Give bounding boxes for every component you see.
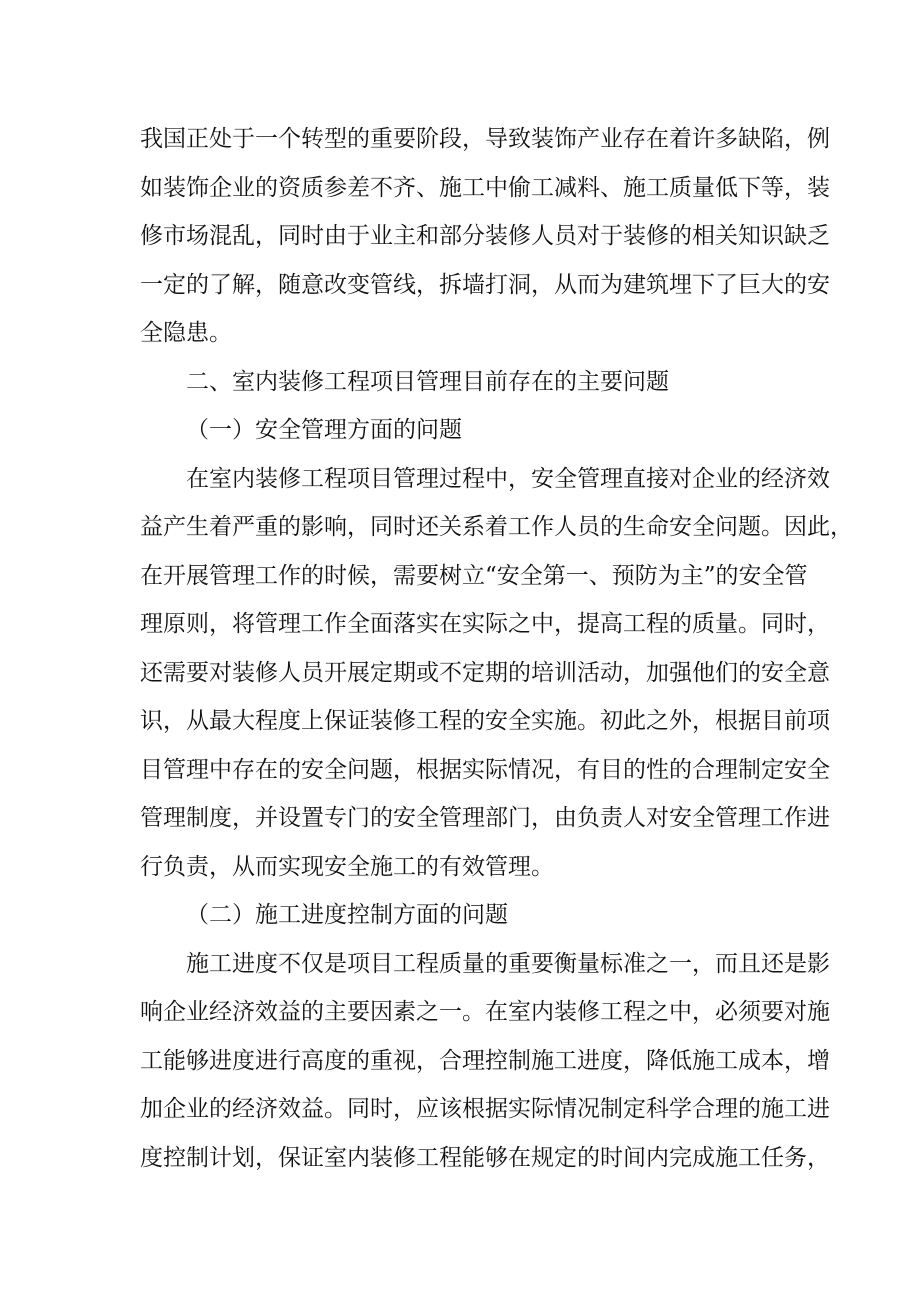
- paragraph-line: 一定的了解，随意改变管线，拆墙打洞，从而为建筑埋下了巨大的安: [140, 271, 830, 298]
- paragraph-line: 目管理中存在的安全问题，根据实际情况，有目的性的合理制定安全: [140, 756, 830, 783]
- document-body: [140, 115, 853, 1182]
- paragraph-line: 修市场混乱，同时由于业主和部分装修人员对于装修的相关知识缺乏: [140, 223, 830, 249]
- paragraph-line: 识，从最大程度上保证装修工程的安全实施。初此之外，根据目前项: [140, 708, 830, 734]
- paragraph-line: 如装饰企业的资质参差不齐、施工中偷工减料、施工质量低下等，装: [140, 174, 830, 201]
- paragraph-line: 工能够进度进行高度的重视，合理控制施工进度，降低施工成本，增: [140, 1047, 830, 1074]
- paragraph-line: 响企业经济效益的主要因素之一。在室内装修工程之中，必须要对施: [140, 999, 830, 1025]
- paragraph-line: 管理制度，并设置专门的安全管理部门，由负责人对安全管理工作进: [140, 805, 830, 831]
- paragraph-line: 我国正处于一个转型的重要阶段，导致装饰产业存在着许多缺陷，例: [140, 126, 830, 152]
- paragraph-line: 加企业的经济效益。同时，应该根据实际情况制定科学合理的施工进: [140, 1096, 830, 1122]
- paragraph-line: 在开展管理工作的时候，需要树立“安全第一、预防为主”的安全管: [140, 562, 808, 589]
- section-heading: 二、室内装修工程项目管理目前存在的主要问题: [186, 368, 669, 395]
- subsection-heading: （一）安全管理方面的问题: [186, 417, 462, 443]
- paragraph-line: 在室内装修工程项目管理过程中，安全管理直接对企业的经济效: [186, 465, 830, 492]
- subsection-heading: （二）施工进度控制方面的问题: [186, 902, 508, 928]
- paragraph-line: 理原则，将管理工作全面落实在实际之中，提高工程的质量。同时，: [140, 611, 830, 637]
- paragraph-line: 施工进度不仅是项目工程质量的重要衡量标准之一，而且还是影: [186, 950, 830, 977]
- paragraph-line: 还需要对装修人员开展定期或不定期的培训活动，加强他们的安全意: [140, 659, 830, 686]
- paragraph-line: 益产生着严重的影响，同时还关系着工作人员的生命安全问题。因此，: [140, 514, 853, 540]
- paragraph-line: 度控制计划，保证室内装修工程能够在规定的时间内完成施工任务，: [140, 1144, 830, 1171]
- paragraph-line: 行负责，从而实现安全施工的有效管理。: [140, 853, 554, 880]
- paragraph-line: 全隐患。: [140, 320, 232, 346]
